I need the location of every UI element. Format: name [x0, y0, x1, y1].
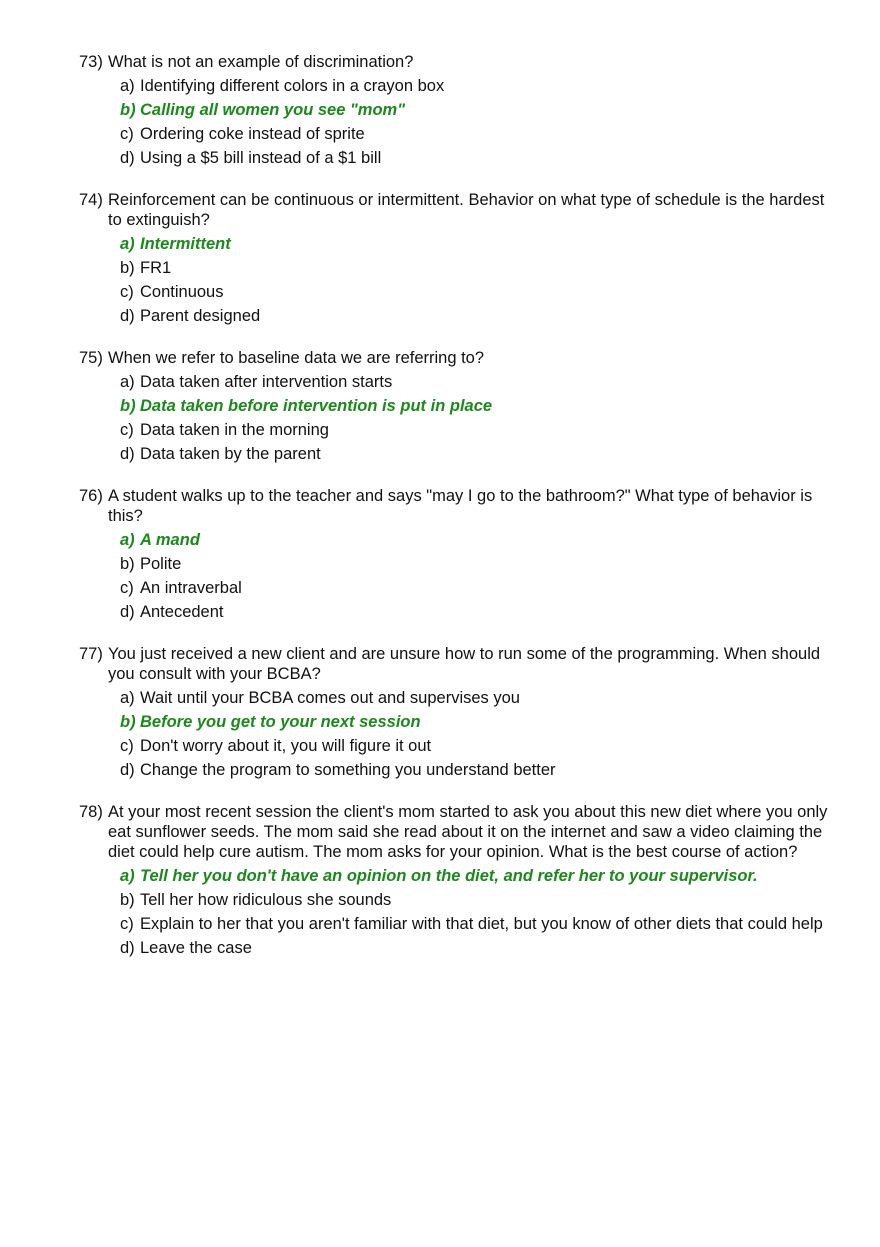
question-number: 77) [79, 645, 103, 663]
answer-option [120, 914, 839, 934]
option-letter: b) [120, 397, 136, 415]
option-letter: b) [120, 555, 135, 573]
answer-option-correct [120, 712, 839, 732]
option-text: Change the program to something you understand better [140, 761, 556, 779]
option-text: Tell her how ridiculous she sounds [140, 891, 392, 909]
option-letter: d) [120, 939, 135, 957]
option-letter: c) [120, 915, 134, 933]
answer-option [120, 688, 839, 708]
question-text: What is not an example of discrimination? [108, 53, 414, 71]
question-text: A student walks up to the teacher and says "may I go to the bathroom?" What type of behavior is this? [108, 487, 813, 525]
answer-options [120, 866, 839, 958]
option-text: An intraverbal [140, 579, 242, 597]
answer-option [120, 444, 839, 464]
option-letter: b) [120, 713, 136, 731]
option-letter: a) [120, 373, 135, 391]
question-line [79, 802, 839, 862]
question-number: 78) [79, 803, 103, 821]
option-letter: a) [120, 531, 135, 549]
option-text: A mand [140, 531, 200, 549]
question-line [79, 52, 839, 72]
option-letter: c) [120, 737, 134, 755]
question-block [79, 486, 839, 622]
answer-option [120, 258, 839, 278]
option-text: Polite [140, 555, 182, 573]
option-letter: c) [120, 283, 134, 301]
option-text: Explain to her that you aren't familiar with that diet, but you know of other diets that could help [140, 915, 823, 933]
answer-options [120, 688, 839, 780]
answer-options [120, 530, 839, 622]
option-text: Data taken before intervention is put in place [140, 397, 493, 415]
option-letter: a) [120, 235, 135, 253]
question-text: You just received a new client and are unsure how to run some of the programming. When should you consult with your BCBA? [108, 645, 821, 683]
answer-option [120, 372, 839, 392]
option-text: Identifying different colors in a crayon box [140, 77, 445, 95]
option-text: Wait until your BCBA comes out and supervises you [140, 689, 520, 707]
question-block [79, 190, 839, 326]
answer-option [120, 420, 839, 440]
option-letter: c) [120, 125, 134, 143]
question-text: When we refer to baseline data we are referring to? [108, 349, 485, 367]
option-letter: d) [120, 307, 135, 325]
option-text: Calling all women you see "mom" [140, 101, 406, 119]
answer-option [120, 148, 839, 168]
option-text: Data taken by the parent [140, 445, 321, 463]
question-line [79, 486, 839, 526]
question-line [79, 190, 839, 230]
option-text: Ordering coke instead of sprite [140, 125, 365, 143]
answer-option [120, 938, 839, 958]
answer-option [120, 124, 839, 144]
option-letter: d) [120, 149, 135, 167]
answer-option-correct [120, 866, 839, 886]
option-letter: c) [120, 579, 134, 597]
answer-option [120, 890, 839, 910]
option-letter: a) [120, 867, 135, 885]
answer-option [120, 306, 839, 326]
option-letter: d) [120, 761, 135, 779]
option-letter: c) [120, 421, 134, 439]
option-text: Leave the case [140, 939, 252, 957]
answer-option [120, 736, 839, 756]
answer-option [120, 282, 839, 302]
answer-option [120, 602, 839, 622]
question-number: 76) [79, 487, 103, 505]
answer-option-correct [120, 396, 839, 416]
question-text: At your most recent session the client's mom started to ask you about this new diet where you only eat sunflower seeds. The mom said she read about it on the internet and saw a video claiming the diet could help cure autism. The mom asks for your opinion. What is the best course of action? [108, 803, 828, 861]
option-text: Don't worry about it, you will figure it out [140, 737, 432, 755]
question-line [79, 644, 839, 684]
option-letter: b) [120, 891, 135, 909]
quiz-document [79, 52, 839, 980]
answer-option [120, 578, 839, 598]
option-letter: d) [120, 445, 135, 463]
option-letter: b) [120, 101, 136, 119]
answer-options [120, 234, 839, 326]
question-number: 73) [79, 53, 103, 71]
answer-option [120, 554, 839, 574]
answer-options [120, 372, 839, 464]
option-text: FR1 [140, 259, 172, 277]
option-text: Before you get to your next session [140, 713, 421, 731]
option-letter: a) [120, 77, 135, 95]
question-number: 75) [79, 349, 103, 367]
question-block [79, 802, 839, 958]
answer-option-correct [120, 234, 839, 254]
answer-option-correct [120, 100, 839, 120]
option-text: Using a $5 bill instead of a $1 bill [140, 149, 382, 167]
question-line [79, 348, 839, 368]
answer-option-correct [120, 530, 839, 550]
option-letter: a) [120, 689, 135, 707]
question-number: 74) [79, 191, 103, 209]
answer-option [120, 760, 839, 780]
option-text: Antecedent [140, 603, 224, 621]
question-block [79, 348, 839, 464]
answer-option [120, 76, 839, 96]
option-text: Data taken after intervention starts [140, 373, 393, 391]
option-text: Parent designed [140, 307, 261, 325]
option-letter: b) [120, 259, 135, 277]
option-text: Intermittent [140, 235, 231, 253]
option-text: Continuous [140, 283, 224, 301]
question-text: Reinforcement can be continuous or intermittent. Behavior on what type of schedule is the hardest to extinguish? [108, 191, 825, 229]
question-block [79, 644, 839, 780]
question-block [79, 52, 839, 168]
option-text: Tell her you don't have an opinion on the diet, and refer her to your supervisor. [140, 867, 758, 885]
option-letter: d) [120, 603, 135, 621]
answer-options [120, 76, 839, 168]
option-text: Data taken in the morning [140, 421, 329, 439]
